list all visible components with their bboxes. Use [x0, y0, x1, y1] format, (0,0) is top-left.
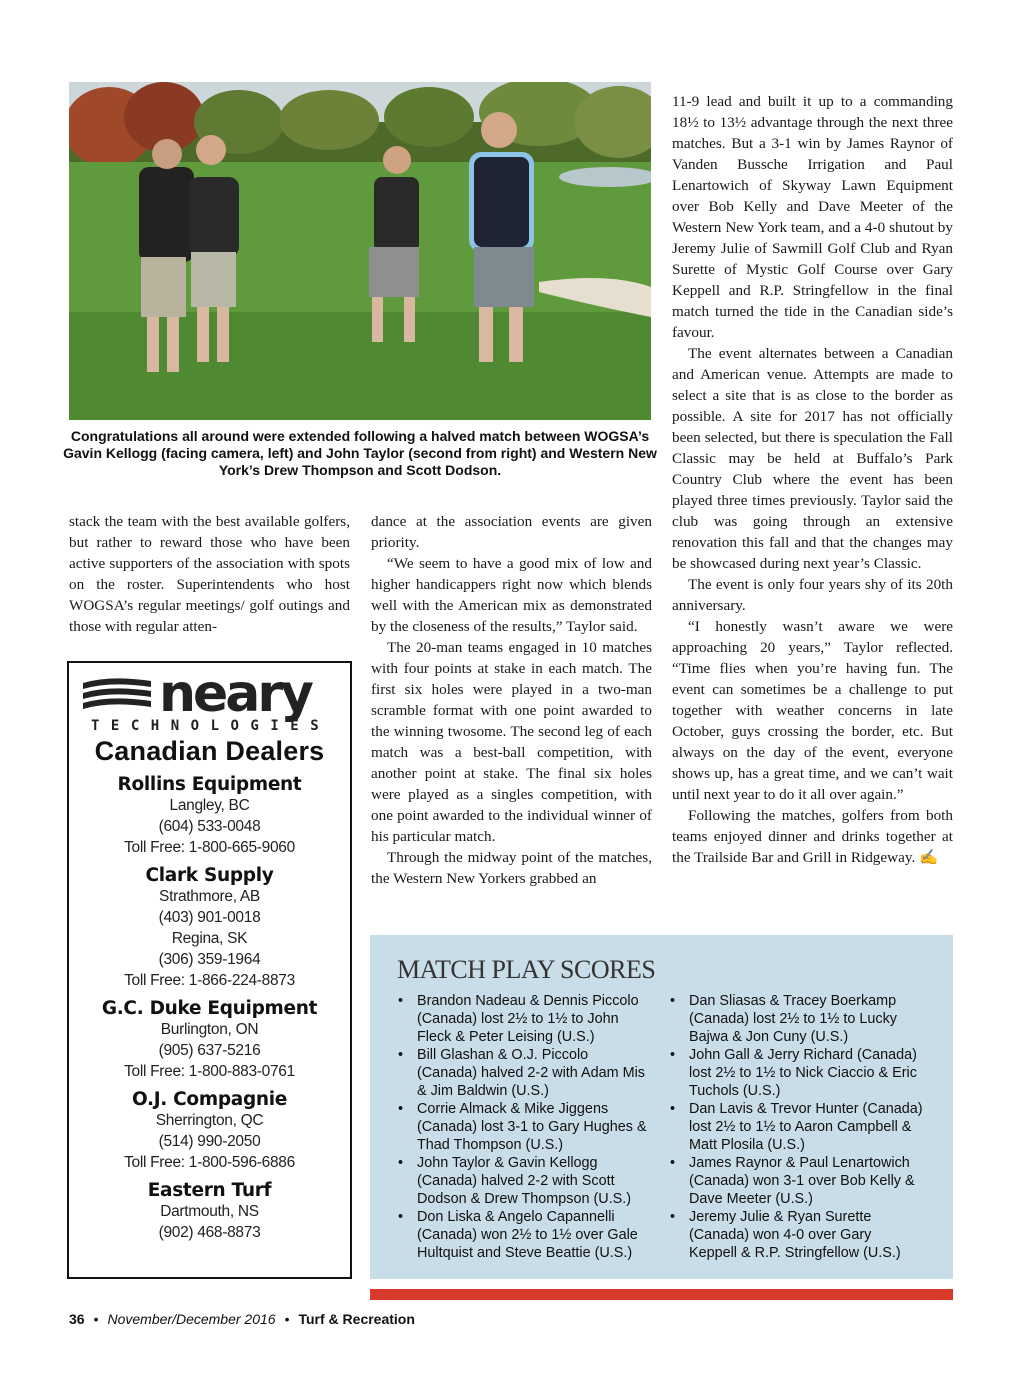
- neary-advertisement: [67, 661, 352, 1279]
- logo-sub-text: TECHNOLOGIES: [90, 718, 330, 733]
- score-item: • Corrie Almack & Mike Jiggens (Canada) lost 3-1 to Gary Hughes & Thad Thompson (U.S.): [398, 1100, 648, 1154]
- score-item: • Jeremy Julie & Ryan Surette (Canada) won 4-0 over Gary Keppell & R.P. Stringfellow (U.S.): [670, 1208, 923, 1262]
- article-column-1: [69, 511, 350, 637]
- score-item: • Brandon Nadeau & Dennis Piccolo (Canada) lost 2½ to 1½ to John Fleck & Peter Leising (U.S.): [398, 992, 648, 1046]
- golf-photo-illustration: [69, 82, 651, 420]
- dealer-line: Toll Free: 1-800-883-0761: [124, 1063, 295, 1080]
- dealer-line: Regina, SK: [171, 930, 248, 947]
- footer-accent-bar: [370, 1289, 953, 1300]
- dealer-line: Langley, BC: [169, 797, 250, 814]
- dealer-line: Dartmouth, NS: [160, 1203, 259, 1220]
- page-number: 36: [69, 1311, 85, 1327]
- score-item: • John Gall & Jerry Richard (Canada) lost 2½ to 1½ to Nick Ciaccio & Eric Tuchols (U.S.): [670, 1046, 923, 1100]
- scores-list-left: [398, 992, 648, 1262]
- neary-logo-graphic: [81, 669, 339, 733]
- dealer-line: (514) 990-2050: [158, 1133, 261, 1150]
- dealer-line: (905) 637-5216: [158, 1042, 261, 1059]
- score-item: • Don Liska & Angelo Capannelli (Canada) won 2½ to 1½ over Gale Hultquist and Steve Beattie (U.S.): [398, 1208, 648, 1262]
- footer-separator: •: [93, 1311, 99, 1327]
- dealer-line: Toll Free: 1-800-596-6886: [124, 1154, 295, 1171]
- page-footer: [69, 1311, 415, 1327]
- article-column-3: [672, 91, 953, 868]
- dealer-name: Clark Supply: [145, 865, 274, 886]
- neary-logo: [81, 669, 339, 733]
- logo-brand-text: neary: [158, 669, 311, 724]
- paragraph: Through the midway point of the matches, the Western New Yorkers grabbed an: [371, 849, 652, 887]
- score-item: • Dan Sliasas & Tracey Boerkamp (Canada) lost 2½ to 1½ to Lucky Bajwa & Jon Cuny (U.S.): [670, 992, 923, 1046]
- dealer-line: Burlington, ON: [160, 1021, 259, 1038]
- dealer-line: (403) 901-0018: [158, 909, 261, 926]
- dealer-clark: [69, 865, 350, 991]
- paragraph: The event alternates between a Canadian and American venue. Attempts are made to select a site that is as close to the border as possible. A site for 2017 has not officially been selected, but there is speculation the Fall Classic may be held at Buffalo’s Park Country Club where the event has been played three times previously. Taylor said the club was going through an extensive renovation this fall and that the changes may be showcased during next year’s Classic.: [672, 345, 953, 572]
- score-item: • Bill Glashan & O.J. Piccolo (Canada) halved 2-2 with Adam Mis & Jim Baldwin (U.S.): [398, 1046, 648, 1100]
- dealer-line: Toll Free: 1-866-224-8873: [124, 972, 295, 989]
- dealer-eastern-turf: [69, 1180, 350, 1243]
- dealer-line: Toll Free: 1-800-665-9060: [124, 839, 295, 856]
- paragraph: stack the team with the best available golfers, but rather to reward those who have been active supporters of the association with spots on the roster. Superintendents who host WOGSA’s regular meetings/ golf outings and those with regular atten-: [69, 513, 350, 635]
- dealer-line: (306) 359-1964: [158, 951, 261, 968]
- paragraph: 11-9 lead and built it up to a commanding 18½ to 13½ advantage through the next three matches. But a 3-1 win by James Raynor of Vanden Bussche Irrigation and Paul Lenartowich of Skyway Lawn Equipment over Bob Kelly and Dave Meeter of the Western New York team, and a 4-0 shutout by Jeremy Julie of Sawmill Golf Club and Ryan Surette of Mystic Golf Course over Gary Keppell and R.P. Stringfellow in the final match turned the tide in the Canadian side’s favour.: [672, 93, 953, 341]
- dealer-name: Rollins Equipment: [117, 774, 302, 795]
- match-play-scores-box: [370, 935, 953, 1279]
- dealer-line: (902) 468-8873: [158, 1224, 261, 1241]
- dealer-line: Sherrington, QC: [155, 1112, 264, 1129]
- magazine-name: Turf & Recreation: [298, 1311, 415, 1327]
- article-column-2: [371, 511, 652, 889]
- dealer-name: O.J. Compagnie: [131, 1089, 288, 1110]
- scores-title: MATCH PLAY SCORES: [397, 955, 656, 984]
- paragraph: The event is only four years shy of its 20th anniversary.: [672, 576, 953, 614]
- paragraph: The 20-man teams engaged in 10 matches with four points at stake in each match. The first six holes were played in a two-man scramble format with one point awarded to the winning twosome. The second leg of each match was a best-ball competition, with another point at stake. The final six holes were played as a singles competition, with one point awarded to the individual winner of his particular match.: [371, 639, 652, 845]
- ad-heading: Canadian Dealers: [94, 736, 325, 766]
- paragraph: dance at the association events are given priority.: [371, 513, 652, 551]
- paragraph: “We seem to have a good mix of low and higher handicappers right now which blends well with the American mix as demonstrated by the closeness of the results,” Taylor said.: [371, 555, 652, 635]
- paragraph: “I honestly wasn’t aware we were approaching 20 years,” Taylor reflected. “Time flies when you’re having fun. The event can sometimes be a challenge to put together with weather concerns in late October, guys crossing the border, etc. But always on the day of the event, everyone shows up, has a great time, and we can’t wait until next year to do it all over again.”: [672, 618, 953, 803]
- issue-date: November/December 2016: [107, 1311, 276, 1327]
- score-item: • John Taylor & Gavin Kellogg (Canada) halved 2-2 with Scott Dodson & Drew Thompson (U.S.): [398, 1154, 648, 1208]
- paragraph: Following the matches, golfers from both teams enjoyed dinner and drinks together at the Trailside Bar and Grill in Ridgeway. ✍: [672, 807, 953, 866]
- score-item: • James Raynor & Paul Lenartowich (Canada) won 3-1 over Bob Kelly & Dave Meeter (U.S.): [670, 1154, 923, 1208]
- dealer-line: Strathmore, AB: [159, 888, 260, 905]
- dealer-gc-duke: [69, 998, 350, 1082]
- dealer-oj-compagnie: [69, 1089, 350, 1173]
- dealer-name: Eastern Turf: [147, 1180, 272, 1201]
- dealer-rollins: [69, 774, 350, 858]
- dealer-name: G.C. Duke Equipment: [101, 998, 318, 1019]
- scores-list-right: [670, 992, 923, 1262]
- dealer-line: (604) 533-0048: [158, 818, 261, 835]
- golf-photo: [69, 82, 651, 420]
- footer-separator: •: [284, 1311, 290, 1327]
- score-item: • Dan Lavis & Trevor Hunter (Canada) lost 2½ to 1½ to Aaron Campbell & Matt Plosila (U.S.): [670, 1100, 923, 1154]
- photo-caption: Congratulations all around were extended following a halved match between WOGSA’s Gavin Kellogg (facing camera, left) and John Taylor (second from right) and Western New York’s Drew Thompson and Scott Dodson.: [63, 428, 657, 478]
